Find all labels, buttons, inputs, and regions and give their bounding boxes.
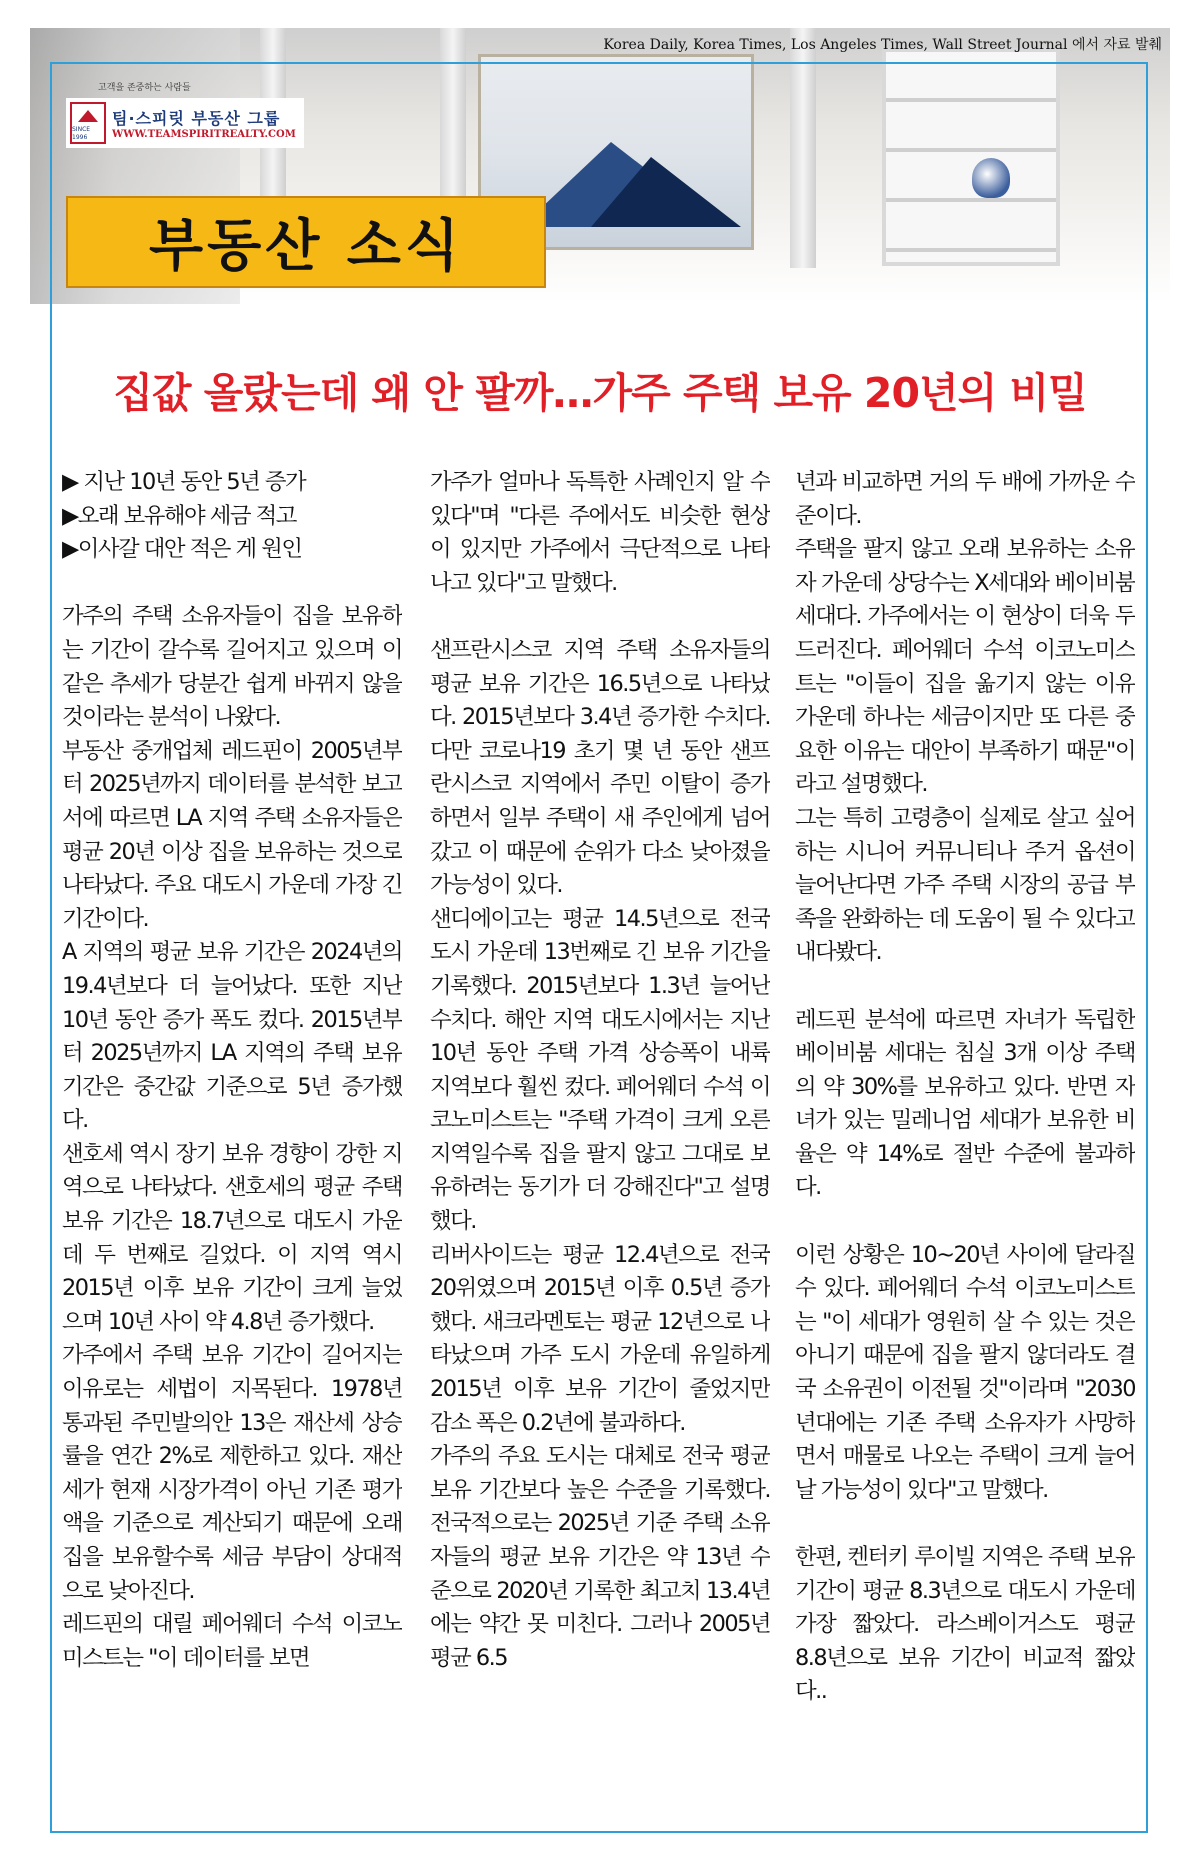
summary-bullet: ▶ 지난 10년 동안 5년 증가 [62, 469, 306, 495]
paragraph: 레드핀 분석에 따르면 자녀가 독립한 베이비붐 세대는 침실 3개 이상 주택의 약 30%를 보유하고 있다. 반면 자녀가 있는 밀레니엄 세대가 보유한 비율은 약 14%로 절반 수준에 불과하다. [795, 1006, 1135, 1201]
source-note: Korea Daily, Korea Times, Los Angeles Times, Wall Street Journal 에서 자료 발췌 [603, 37, 1162, 53]
logo-name: 팀·스피릿 부동산 그룹 [112, 109, 281, 128]
house-logo-icon: SINCE 1996 [70, 102, 106, 144]
paragraph: 가주에서 주택 보유 기간이 길어지는 이유로는 세법이 지목된다. 1978년 통과된 주민발의안 13은 재산세 상승률을 연간 2%로 제한하고 있다. 재산세가 현재 시장가격이 아닌 기존 평가액을 기준으로 계산되기 때문에 오래 집을 보유할수록 세금 부담이 상대적으로 낮아진다. [62, 1342, 402, 1604]
logo-tagline: 고객을 존중하는 사람들 [98, 83, 191, 93]
paragraph: 샌호세 역시 장기 보유 경향이 강한 지역으로 나타났다. 샌호세의 평균 주택 보유 기간은 18.7년으로 대도시 가운데 두 번째로 길었다. 이 지역 역시 2015년 이후 보유 기간이 크게 늘었으며 10년 사이 약 4.8년 증가했다. [62, 1140, 402, 1335]
summary-bullet: ▶이사갈 대안 적은 게 원인 [62, 536, 302, 563]
article-column-1 [62, 466, 402, 1796]
paragraph: 년과 비교하면 거의 두 배에 가까운 수준이다. [795, 469, 1135, 529]
logo-url[interactable]: WWW.TEAMSPIRITREALTY.COM [112, 129, 296, 140]
company-logo[interactable] [66, 98, 304, 148]
paragraph: A 지역의 평균 보유 기간은 2024년의 19.4년보다 더 늘어났다. 또한 지난 10년 동안 증가 폭도 컸다. 2015년부터 2025년까지 LA 지역의 주택 보유 기간은 중간값 기준으로 5년 증가했다. [62, 939, 402, 1134]
summary-bullet: ▶오래 보유해야 세금 적고 [62, 502, 296, 529]
paragraph: 이런 상황은 10~20년 사이에 달라질 수 있다. 페어웨더 수석 이코노미스트는 "이 세대가 영원히 살 수 있는 것은 아니기 때문에 집을 팔지 않더라도 결국 소유권이 이전될 것"이라며 "2030년대에는 기존 주택 소유자가 사망하면서 매물로 나오는 주택이 크게 늘어날 가능성이 있다"고 말했다. [795, 1241, 1135, 1503]
paragraph: 주택을 팔지 않고 오래 보유하는 소유자 가운데 상당수는 X세대와 베이비붐 세대다. 가주에서는 이 현상이 더욱 두드러진다. 페어웨더 수석 이코노미스트는 "이들이 집을 옮기지 않는 이유 가운데 하나는 세금이지만 또 다른 중요한 이유는 대안이 부족하기 때문"이라고 설명했다. [795, 536, 1135, 798]
paragraph: 가주가 얼마나 독특한 사례인지 알 수 있다"며 "다른 주에서도 비슷한 현상이 있지만 가주에서 극단적으로 나타나고 있다"고 말했다. [430, 469, 770, 596]
section-banner: 부동산 소식 [66, 196, 546, 288]
paragraph: 한편, 켄터키 루이빌 지역은 주택 보유 기간이 평균 8.3년으로 대도시 가운데 가장 짧았다. 라스베이거스도 평균 8.8년으로 보유 기간이 비교적 짧았다.. [795, 1544, 1135, 1705]
paragraph: 가주의 주요 도시는 대체로 전국 평균 보유 기간보다 높은 수준을 기록했다. 전국적으로는 2025년 기준 주택 소유자들의 평균 보유 기간은 약 13년 수준으로 2020년 기록한 최고치 13.4년에는 약간 못 미친다. 그러나 2005년 평균 6.5 [430, 1443, 770, 1671]
paragraph: 가주의 주택 소유자들이 집을 보유하는 기간이 갈수록 길어지고 있으며 이 같은 추세가 당분간 쉽게 바뀌지 않을 것이라는 분석이 나왔다. [62, 603, 402, 731]
paragraph: 레드핀의 대릴 페어웨더 수석 이코노미스트는 "이 데이터를 보면 [62, 1611, 402, 1671]
paragraph: 리버사이드는 평균 12.4년으로 전국 20위였으며 2015년 이후 0.5년 증가했다. 새크라멘토는 평균 12년으로 나타났으며 가주 도시 가운데 유일하게 2015년 이후 보유 기간이 줄었지만 감소 폭은 0.2년에 불과하다. [430, 1241, 770, 1436]
article-column-2 [430, 466, 770, 1796]
article-column-3 [795, 466, 1135, 1796]
paragraph: 부동산 중개업체 레드핀이 2005년부터 2025년까지 데이터를 분석한 보고서에 따르면 LA 지역 주택 소유자들은 평균 20년 이상 집을 보유하는 것으로 나타났다. 주요 대도시 가운데 가장 긴 기간이다. [62, 737, 402, 932]
paragraph: 샌프란시스코 지역 주택 소유자들의 평균 보유 기간은 16.5년으로 나타났다. 2015년보다 3.4년 증가한 수치다. 다만 코로나19 초기 몇 년 동안 샌프란시스코 지역에서 주민 이탈이 증가하면서 일부 주택이 새 주인에게 넘어갔고 이 때문에 순위가 다소 낮아졌을 가능성이 있다. [430, 636, 770, 899]
paragraph: 샌디에이고는 평균 14.5년으로 전국 도시 가운데 13번째로 긴 보유 기간을 기록했다. 2015년보다 1.3년 늘어난 수치다. 해안 지역 대도시에서는 지난 10년 동안 주택 가격 상승폭이 내륙 지역보다 훨씬 컸다. 페어웨더 수석 이코노미스트는 "주택 가격이 크게 오른 지역일수록 집을 팔지 않고 그대로 보유하려는 동기가 더 강해진다"고 설명했다. [430, 905, 770, 1235]
article-headline: 집값 올랐는데 왜 안 팔까…가주 주택 보유 20년의 비밀 [113, 369, 1087, 417]
paragraph: 그는 특히 고령층이 실제로 살고 싶어 하는 시니어 커뮤니티나 주거 옵션이 늘어난다면 가주 주택 시장의 공급 부족을 완화하는 데 도움이 될 수 있다고 내다봤다. [795, 804, 1135, 966]
summary-bullets [62, 466, 402, 567]
